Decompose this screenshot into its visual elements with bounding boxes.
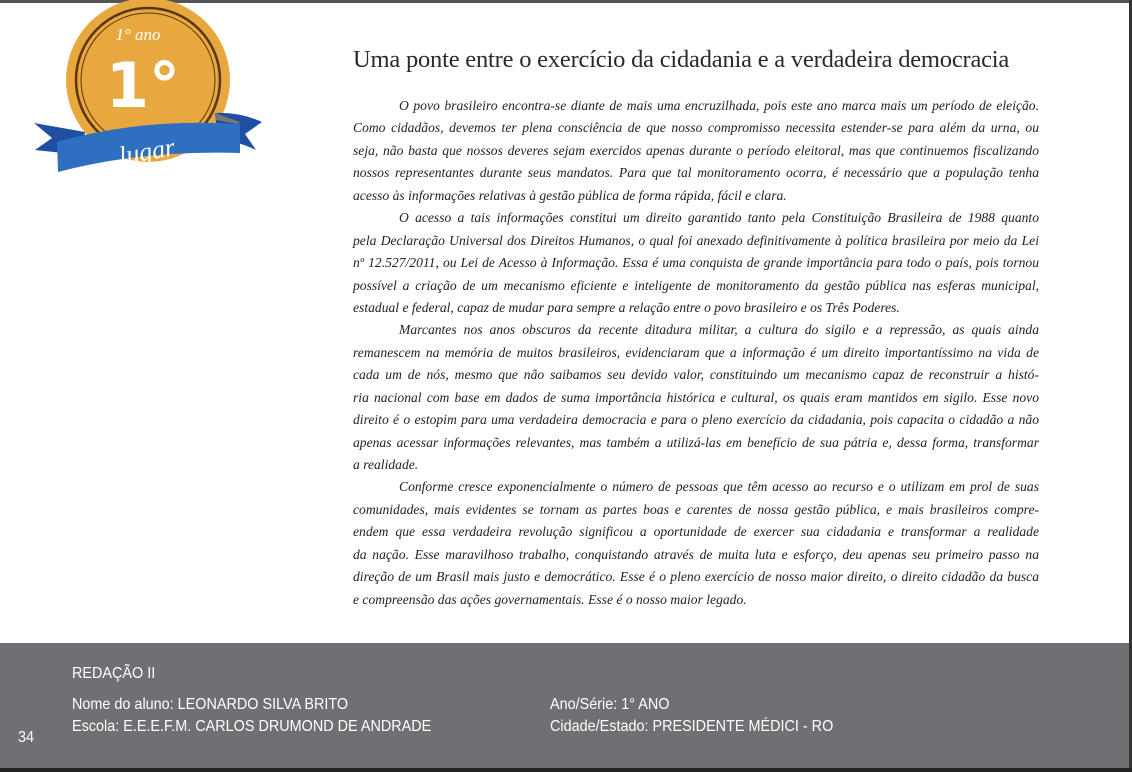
medal-rank: 1° [105,49,181,122]
essay-line: Conforme cresce exponencialmente o número de pessoas que têm acesso ao recurso e o utilizam em prol de suas [399,479,1039,495]
essay-line: estadual e federal, capaz de mudar para sempre a relação entre o povo brasileiro e os Três Poderes. [353,299,900,315]
essay-line: comunidades, mais evidentes se tornam as partes boas e carentes de nossa gestão pública, e mais brasileiros compre- [353,501,1039,517]
page-number: 34 [18,729,35,746]
first-place-medal-badge [30,0,270,175]
essay-body [353,95,1039,611]
essay-title: Uma ponte entre o exercício da cidadania e a verdadeira democracia [353,46,1010,73]
essay-line: ria nacional com base em dados de suma importância histórica e cultural, os quais eram mantidos em sigilo. Esse novo [353,389,1039,405]
essay-line: direção de um Brasil mais justo e democrático. Esse é o pleno exercício de nosso maior direito, o direito cidadão da busca [353,569,1039,585]
essay-line: O acesso a tais informações constitui um direito garantido tanto pela Constituição Brasileira de 1988 quanto [399,210,1039,226]
page-bottom-border [0,768,1132,772]
essay-line: pela Declaração Universal dos Direitos Humanos, o qual foi anexado definitivamente à política brasileira por meio da Lei [353,232,1039,248]
essay-line: Como cidadãos, devemos ter plena consciência de que nosso compromisso necessita estender-se para além da urna, ou [353,120,1039,136]
essay-line: direito é o estopim para uma verdadeira democracia e para o pleno exercício da cidadania, pois capacita o cidadão a não [353,412,1039,428]
footer-info-bar [0,643,1129,768]
essay-line: O povo brasileiro encontra-se diante de mais uma encruzilhada, pois este ano marca mais um período de eleição. [399,98,1039,113]
essay-line: Marcantes nos anos obscuros da recente ditadura militar, a cultura do sigilo e a repressão, as quais ainda [399,322,1039,338]
essay-line: nossos representantes durante seus mandatos. Para que tal monitoramento ocorra, é necessário que a população tenha [353,165,1039,181]
section-label: REDAÇÃO II [72,665,156,682]
essay-line: endem que essa verdadeira revolução significou a oportunidade de exercer sua cidadania e transformar a realidade [353,524,1039,540]
essay-line: remanescem na memória de muitos brasileiros, evidenciaram que a informação é um direito importantíssimo na vida de [353,344,1039,360]
essay-line: nº 12.527/2011, ou Lei de Acesso à Informação. Essa é uma conquista de grande importância para todo o país, pois tornou [353,255,1039,271]
school-name: Escola: E.E.E.F.M. CARLOS DRUMOND DE ANDRADE [72,718,432,735]
essay-line: da nação. Esse maravilhoso trabalho, conquistando através de muita luta e esforço, deu apenas seu primeiro passo na [353,546,1039,562]
essay-line: e compreensão das ações governamentais. Esse é o nosso maior legado. [353,591,747,607]
essay-line: cada um de nós, mesmo que não saibamos seu devido valor, constituindo um mecanismo capaz de reconstruir a histó- [353,367,1039,383]
student-name: Nome do aluno: LEONARDO SILVA BRITO [72,696,349,713]
medal-year-label: 1° ano [115,25,161,44]
essay-line: possível a criação de um mecanismo eficiente e inteligente de monitoramento da gestão pública nas esferas municipal, [353,277,1039,293]
essay-line: apenas acessar informações relevantes, mas também a utilizá-las em benefício de sua pátria e, dessa forma, transformar [353,434,1039,450]
essay-line: seja, não basta que nossos deveres sejam exercidos apenas durante o período eleitoral, mas que continuemos fiscalizando [353,142,1039,158]
city-state: Cidade/Estado: PRESIDENTE MÉDICI - RO [550,718,834,735]
ribbon-label: lugar [116,132,178,171]
essay-line: a realidade. [353,457,419,472]
grade-info: Ano/Série: 1° ANO [550,696,670,713]
essay-line: acesso às informações relativas à gestão pública de forma rápida, fácil e clara. [353,187,787,203]
